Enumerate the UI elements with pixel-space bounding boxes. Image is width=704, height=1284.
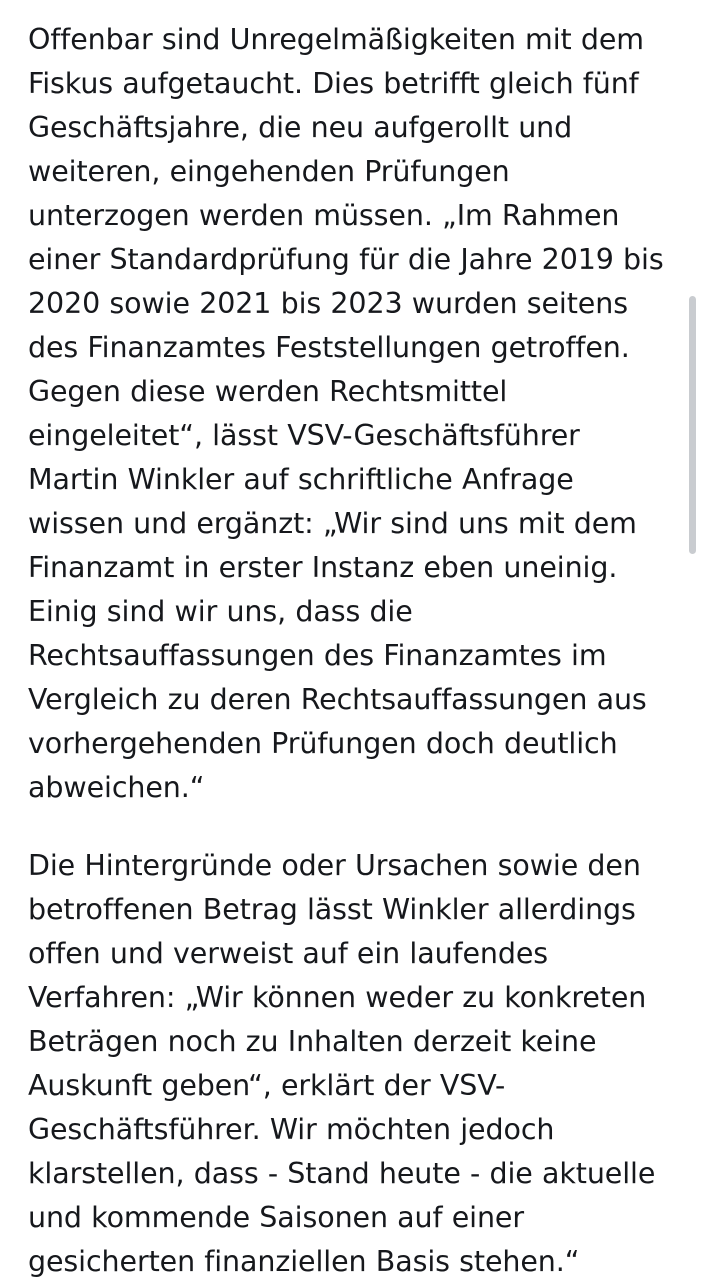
scrollbar-thumb[interactable]: [689, 296, 696, 554]
paragraph-1: Offenbar sind Unregelmäßigkeiten mit dem Fiskus aufgetaucht. Dies betrifft gleich fünf Geschäftsjahre, die neu aufgerollt und weiteren, eingehenden Prüfungen unterzogen werden müssen. „Im Rahmen einer Standardprüfung für die Jahre 2019 bis 2020 sowie 2021 bis 2023 wurden seitens des Finanzamtes Feststellungen getroffen. Gegen diese werden Rechtsmittel eingeleitet“, lässt VSV-Geschäftsführer Martin Winkler auf schriftliche Anfrage wissen und ergänzt: „Wir sind uns mit dem Finanzamt in erster Instanz eben uneinig. Einig sind wir uns, dass die Rechtsauffassungen des Finanzamtes im Vergleich zu deren Rechtsauffassungen aus vorhergehenden Prüfungen doch deutlich abweichen.“: [28, 23, 664, 804]
paragraph-2: Die Hintergründe oder Ursachen sowie den betroffenen Betrag lässt Winkler allerdings offen und verweist auf ein laufendes Verfahren: „Wir können weder zu konkreten Beträgen noch zu Inhalten derzeit keine Auskunft geben“, erklärt der VSV-Geschäftsführer. Wir möchten jedoch klarstellen, dass - Stand heute - die aktuelle und kommende Saisonen auf einer gesicherten finanziellen Basis stehen.“: [28, 849, 656, 1278]
scrollbar-track[interactable]: [692, 0, 700, 1200]
